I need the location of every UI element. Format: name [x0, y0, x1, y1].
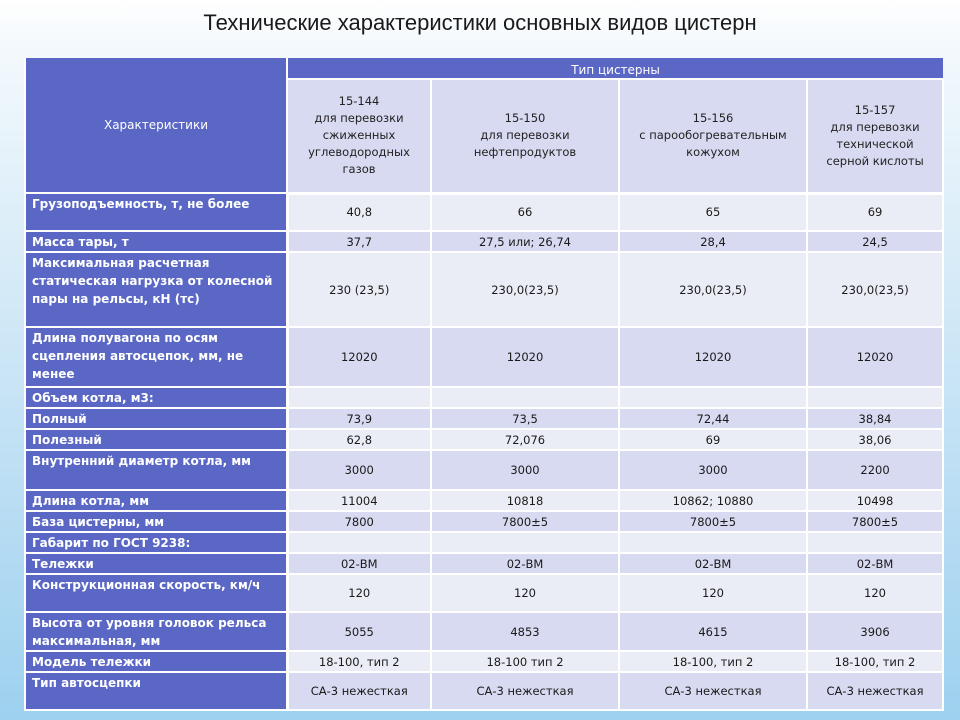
header-tank-type: Тип цистерны [287, 58, 943, 79]
table-cell: 120 [807, 574, 943, 612]
table-row [25, 327, 943, 387]
table-cell: 37,7 [287, 231, 431, 252]
table-cell: 18-100, тип 2 [287, 651, 431, 672]
table-cell: 2200 [807, 450, 943, 490]
table-row [25, 511, 943, 532]
column-header-3: 15-156 с парообогревательным кожухом [619, 79, 807, 193]
table-cell: 65 [619, 193, 807, 231]
table-cell: 02-ВМ [287, 553, 431, 574]
table-row [25, 490, 943, 511]
table-cell: 230,0(23,5) [431, 252, 619, 327]
table-row [25, 429, 943, 450]
table-cell: 3000 [287, 450, 431, 490]
table-cell: 3000 [619, 450, 807, 490]
table-cell: 120 [619, 574, 807, 612]
table-cell: 12020 [431, 327, 619, 387]
table-cell: 10818 [431, 490, 619, 511]
table-row [25, 672, 943, 710]
table-cell: 40,8 [287, 193, 431, 231]
table-cell: СА-3 нежесткая [431, 672, 619, 710]
table-cell: 230,0(23,5) [807, 252, 943, 327]
row-label: Тележки [25, 553, 287, 574]
table-row [25, 532, 943, 553]
table-cell: 69 [807, 193, 943, 231]
table-cell: 7800 [287, 511, 431, 532]
row-label: Конструкционная скорость, км/ч [25, 574, 287, 612]
table-cell: 28,4 [619, 231, 807, 252]
table-row [25, 252, 943, 327]
table-cell: 18-100 тип 2 [431, 651, 619, 672]
table-row [25, 387, 943, 408]
table-row [25, 408, 943, 429]
row-label: Длина котла, мм [25, 490, 287, 511]
column-header-2: 15-150 для перевозки нефтепродуктов [431, 79, 619, 193]
table-row [25, 651, 943, 672]
table-cell: 38,84 [807, 408, 943, 429]
table-cell [807, 387, 943, 408]
table-cell: 69 [619, 429, 807, 450]
table-cell: 02-ВМ [619, 553, 807, 574]
table-cell: 62,8 [287, 429, 431, 450]
table-cell: 02-ВМ [807, 553, 943, 574]
table-cell: 02-ВМ [431, 553, 619, 574]
table-cell [287, 532, 431, 553]
specs-table-frame [24, 58, 942, 701]
table-row [25, 193, 943, 231]
table-cell: 7800±5 [807, 511, 943, 532]
table-cell [287, 387, 431, 408]
table-cell: 7800±5 [619, 511, 807, 532]
table-cell: 72,44 [619, 408, 807, 429]
row-label: Грузоподъемность, т, не более [25, 193, 287, 231]
table-cell: 27,5 или; 26,74 [431, 231, 619, 252]
table-cell [431, 387, 619, 408]
table-row [25, 231, 943, 252]
header-characteristics: Характеристики [25, 58, 287, 193]
table-cell [619, 387, 807, 408]
table-cell: 3000 [431, 450, 619, 490]
row-label: Объем котла, м3: [25, 387, 287, 408]
column-header-1: 15-144 для перевозки сжиженных углеводородных газов [287, 79, 431, 193]
table-cell: 11004 [287, 490, 431, 511]
table-row [25, 612, 943, 651]
table-cell: 10498 [807, 490, 943, 511]
row-label: Длина полувагона по осям сцепления автосцепок, мм, не менее [25, 327, 287, 387]
table-cell [807, 532, 943, 553]
table-cell: 24,5 [807, 231, 943, 252]
table-cell: 73,9 [287, 408, 431, 429]
table-cell: 230 (23,5) [287, 252, 431, 327]
table-cell: 4615 [619, 612, 807, 651]
row-label: Тип автосцепки [25, 672, 287, 710]
slide-title: Технические характеристики основных видов цистерн [203, 10, 757, 35]
table-cell: 120 [431, 574, 619, 612]
table-cell: 18-100, тип 2 [619, 651, 807, 672]
table-cell: СА-3 нежесткая [807, 672, 943, 710]
row-label: База цистерны, мм [25, 511, 287, 532]
table-cell: 3906 [807, 612, 943, 651]
table-cell: 4853 [431, 612, 619, 651]
column-header-4: 15-157 для перевозки технической серной кислоты [807, 79, 943, 193]
table-cell: СА-3 нежесткая [619, 672, 807, 710]
row-label: Полезный [25, 429, 287, 450]
table-row [25, 553, 943, 574]
table-row [25, 574, 943, 612]
row-label: Габарит по ГОСТ 9238: [25, 532, 287, 553]
table-cell: 72,076 [431, 429, 619, 450]
row-label: Модель тележки [25, 651, 287, 672]
table-cell: 38,06 [807, 429, 943, 450]
table-cell: 12020 [287, 327, 431, 387]
table-cell: 120 [287, 574, 431, 612]
row-label: Максимальная расчетная статическая нагрузка от колесной пары на рельсы, кН (тс) [25, 252, 287, 327]
table-cell: СА-3 нежесткая [287, 672, 431, 710]
table-cell: 5055 [287, 612, 431, 651]
table-row [25, 450, 943, 490]
specs-table [24, 58, 944, 711]
table-cell: 230,0(23,5) [619, 252, 807, 327]
table-cell: 12020 [619, 327, 807, 387]
table-cell: 12020 [807, 327, 943, 387]
row-label: Высота от уровня головок рельса максимальная, мм [25, 612, 287, 651]
row-label: Масса тары, т [25, 231, 287, 252]
table-cell: 18-100, тип 2 [807, 651, 943, 672]
row-label: Полный [25, 408, 287, 429]
table-cell: 73,5 [431, 408, 619, 429]
table-cell: 7800±5 [431, 511, 619, 532]
table-cell: 10862; 10880 [619, 490, 807, 511]
row-label: Внутренний диаметр котла, мм [25, 450, 287, 490]
table-cell [431, 532, 619, 553]
table-cell [619, 532, 807, 553]
table-cell: 66 [431, 193, 619, 231]
